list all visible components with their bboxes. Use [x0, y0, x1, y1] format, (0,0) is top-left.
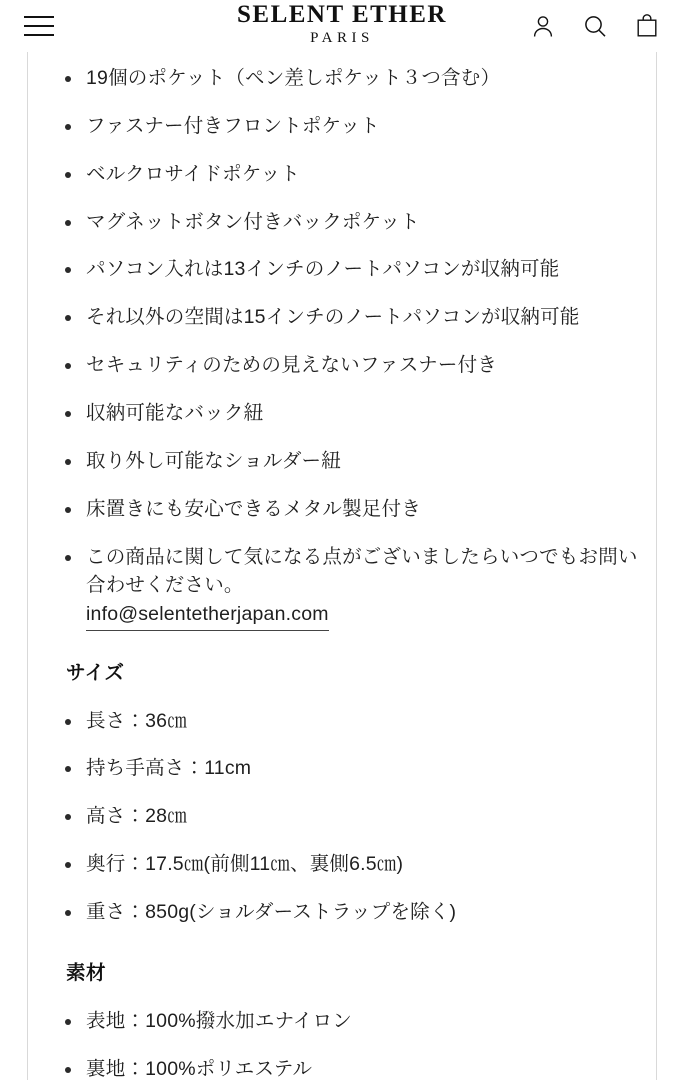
header-actions [530, 13, 660, 39]
material-list [52, 1007, 638, 1080]
list-item: 表地：100%撥水加エナイロン [52, 1007, 638, 1036]
list-item: セキュリティのための見えないファスナー付き [52, 351, 638, 380]
description-card [27, 52, 657, 1080]
list-item: 床置きにも安心できるメタル製足付き [52, 495, 638, 524]
feature-list [52, 64, 638, 631]
list-item: 重さ：850g(ショルダーストラップを除く) [52, 898, 638, 927]
list-item: マグネットボタン付きバックポケット [52, 208, 638, 237]
list-item: 高さ：28㎝ [52, 802, 638, 831]
contact-list-item [52, 543, 638, 631]
content-scroll-area[interactable] [0, 52, 684, 1080]
list-item: 19個のポケット（ペン差しポケット３つ含む） [52, 64, 638, 93]
search-icon[interactable] [582, 13, 608, 39]
list-item: 持ち手高さ：11cm [52, 754, 638, 783]
list-item: それ以外の空間は15インチのノートパソコンが収納可能 [52, 303, 638, 332]
list-item: ファスナー付きフロントポケット [52, 112, 638, 141]
size-list [52, 707, 638, 927]
list-item: 長さ：36㎝ [52, 707, 638, 736]
list-item: 取り外し可能なショルダー紐 [52, 447, 638, 476]
account-icon[interactable] [530, 13, 556, 39]
contact-text: この商品に関して気になる点がございましたらいつでもお問い合わせください。 [86, 545, 638, 597]
hamburger-menu-icon[interactable] [24, 9, 58, 43]
brand-subtitle: PARIS [310, 30, 374, 47]
material-section-title: 素材 [66, 961, 107, 984]
size-section-title: サイズ [66, 661, 125, 684]
brand-name: SELENT ETHER [237, 1, 447, 28]
bag-icon[interactable] [634, 13, 660, 39]
contact-email-link[interactable]: info@selentetherjapan.com [86, 600, 329, 630]
list-item: 奥行：17.5㎝(前側11㎝、裏側6.5㎝) [52, 850, 638, 879]
list-item: パソコン入れは13インチのノートパソコンが収納可能 [52, 255, 638, 284]
list-item: 裏地：100%ポリエステル [52, 1055, 638, 1080]
list-item: 収納可能なバック紐 [52, 399, 638, 428]
site-header [0, 0, 684, 52]
description-inner [28, 64, 656, 1080]
list-item: ベルクロサイドポケット [52, 160, 638, 189]
